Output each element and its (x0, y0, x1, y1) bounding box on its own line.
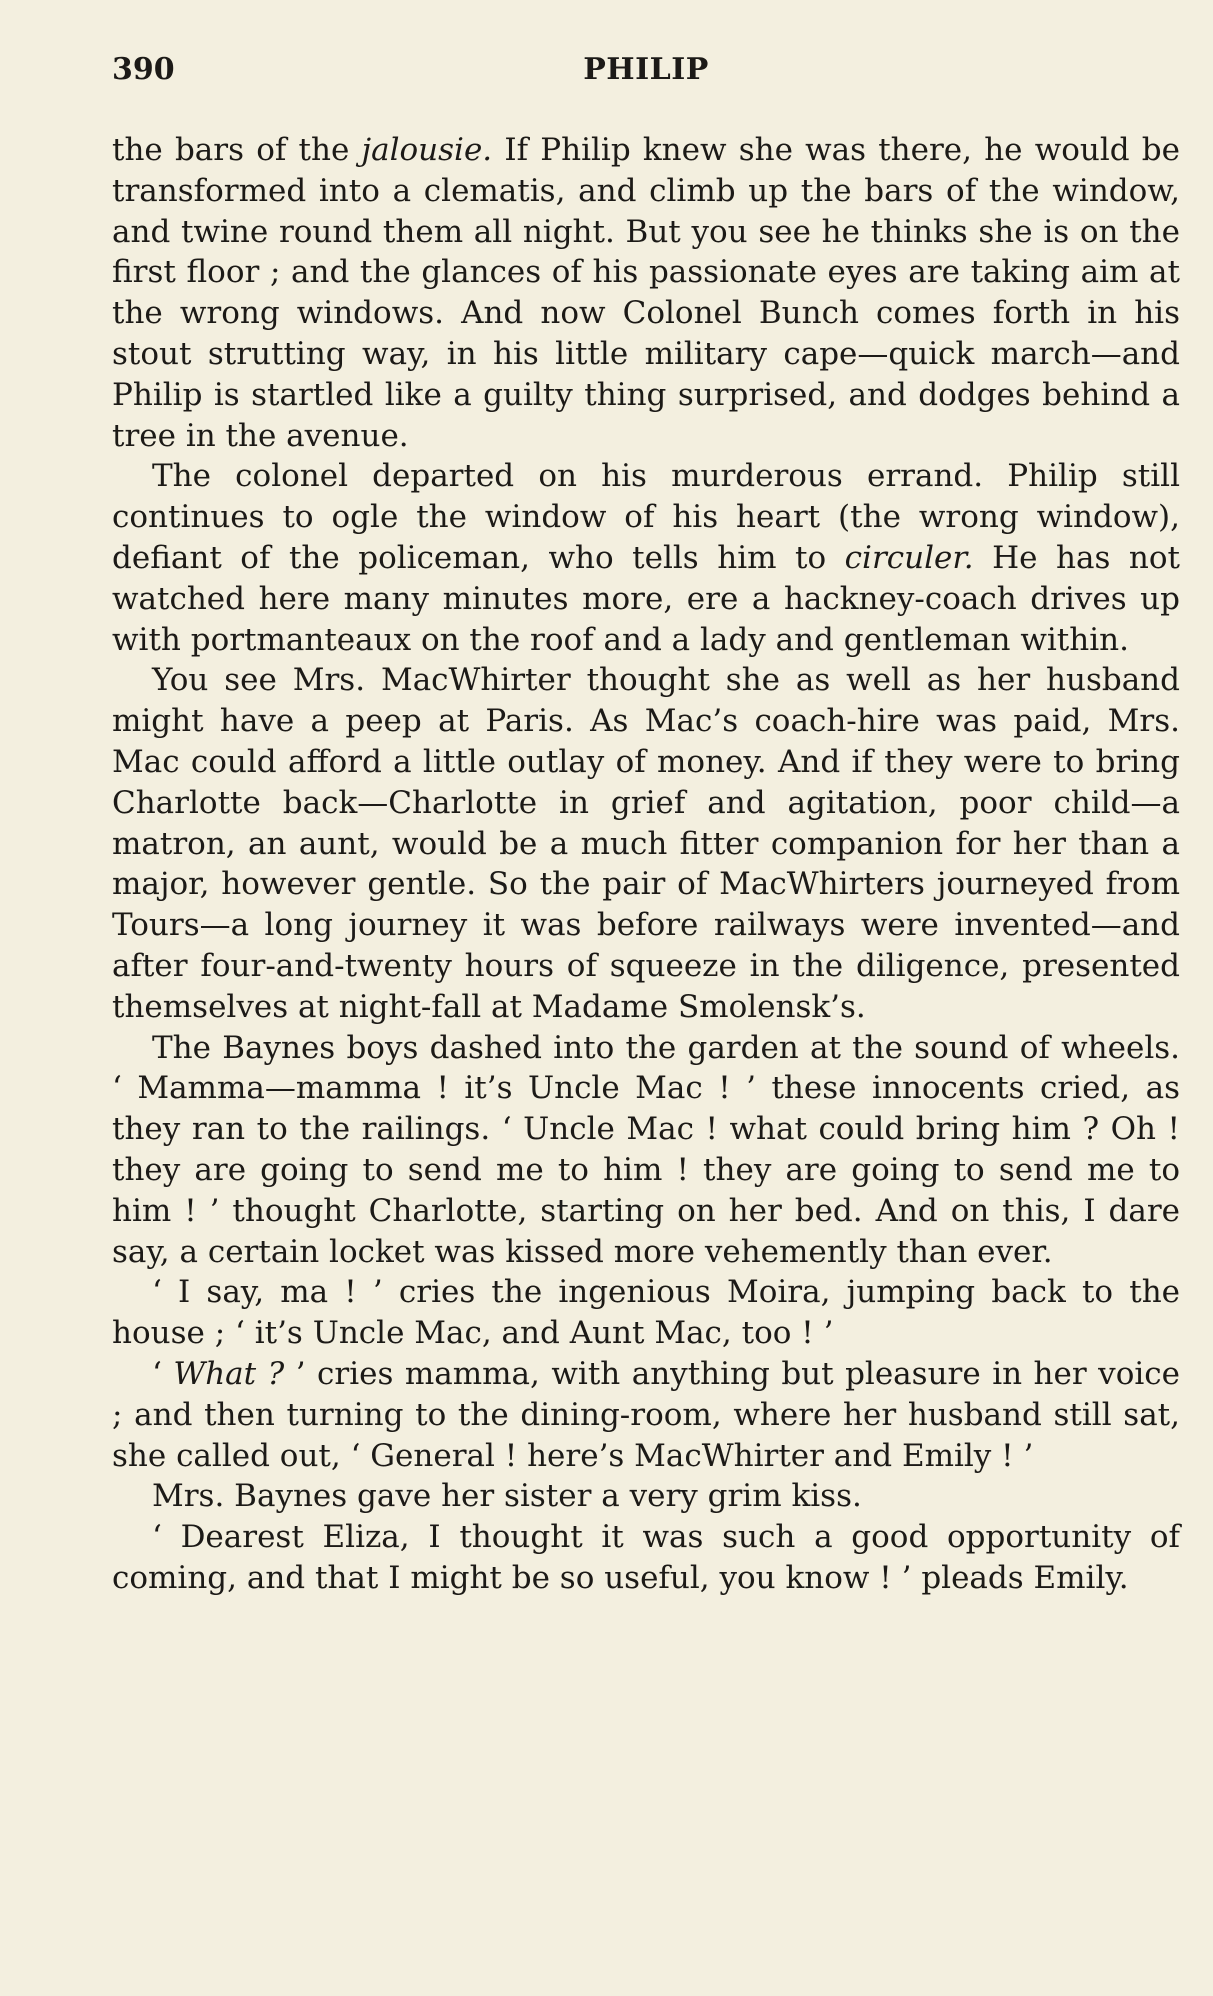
page-number: 390 (112, 52, 175, 87)
paragraph (112, 1354, 1180, 1476)
page-header (112, 52, 1180, 96)
paragraph (112, 1476, 1180, 1517)
running-title: PHILIP (583, 52, 709, 87)
paragraph (112, 456, 1180, 660)
italic-text: What ? (173, 1355, 285, 1392)
paragraph-text: ‘ (152, 1355, 174, 1392)
body-text (112, 130, 1180, 1599)
italic-text: circuler. (844, 539, 974, 576)
paragraph (112, 660, 1180, 1027)
paragraph-text: ’ cries mamma, with anything but pleasure in her voice ; and then turning to the dining-room, where her husband still sat, she called out, ‘ General ! here’s MacWhirter and Emily ! ’ (112, 1355, 1180, 1474)
paragraph-text: He has not watched here many minutes more, ere a hackney-coach drives up with portmanteaux on the roof and a lady and gentleman within. (112, 539, 1180, 658)
paragraph (112, 130, 1180, 456)
paragraph-text: the bars of the (112, 132, 362, 168)
paragraph-text: ‘ Dearest Eliza, I thought it was such a good opportunity of coming, and that I might be so useful, you know ! ’ pleads Emily. (112, 1519, 1180, 1596)
paragraph (112, 1272, 1180, 1354)
paragraph (112, 1028, 1180, 1273)
paragraph-text: The colonel departed on his murderous errand. Philip still continues to ogle the window of his heart (the wrong window), defiant of the policeman, who tells him to (112, 458, 1180, 576)
paragraph-text: ‘ I say, ma ! ’ cries the ingenious Moira, jumping back to the house ; ‘ it’s Uncle Mac, and Aunt Mac, too ! ’ (112, 1274, 1180, 1352)
italic-text: jalousie. (361, 132, 493, 168)
paragraph-text: You see Mrs. MacWhirter thought she as well as her husband might have a peep at Paris. As Mac’s coach-hire was paid, Mrs. Mac could afford a little outlay of money. And if they were to bring Charlotte back—Charlotte in grief and agitation, poor child—a matron, an aunt, would be a much fitter companion for her than a major, however gentle. So the pair of MacWhirters journeyed from Tours—a long journey it was before railways were invented—and after four-and-twenty hours of squeeze in the diligence, presented themselves at night-fall at Madame Smolensk’s. (112, 662, 1180, 1025)
paragraph-text: Mrs. Baynes gave her sister a very grim kiss. (152, 1478, 862, 1515)
paragraph-text: The Baynes boys dashed into the garden at the sound of wheels. ‘ Mamma—mamma ! it’s Uncle Mac ! ’ these innocents cried, as they ran to the railings. ‘ Uncle Mac ! what could bring him ? Oh ! they are going to send me to him ! they are going to send me to him ! ’ thought Charlotte, starting on her bed. And on this, I dare say, a certain locket was kissed more vehemently than ever. (112, 1029, 1180, 1270)
paragraph-text: If Philip knew she was there, he would be transformed into a clematis, and climb up the bars of the window, and twine round them all night. But you see he thinks she is on the first floor ; and the glances of his passionate eyes are taking aim at the wrong windows. And now Colonel Bunch comes forth in his stout strutting way, in his little military cape—quick march—and Philip is startled like a guilty thing surprised, and dodges behind a tree in the avenue. (112, 132, 1180, 454)
paragraph (112, 1517, 1180, 1599)
